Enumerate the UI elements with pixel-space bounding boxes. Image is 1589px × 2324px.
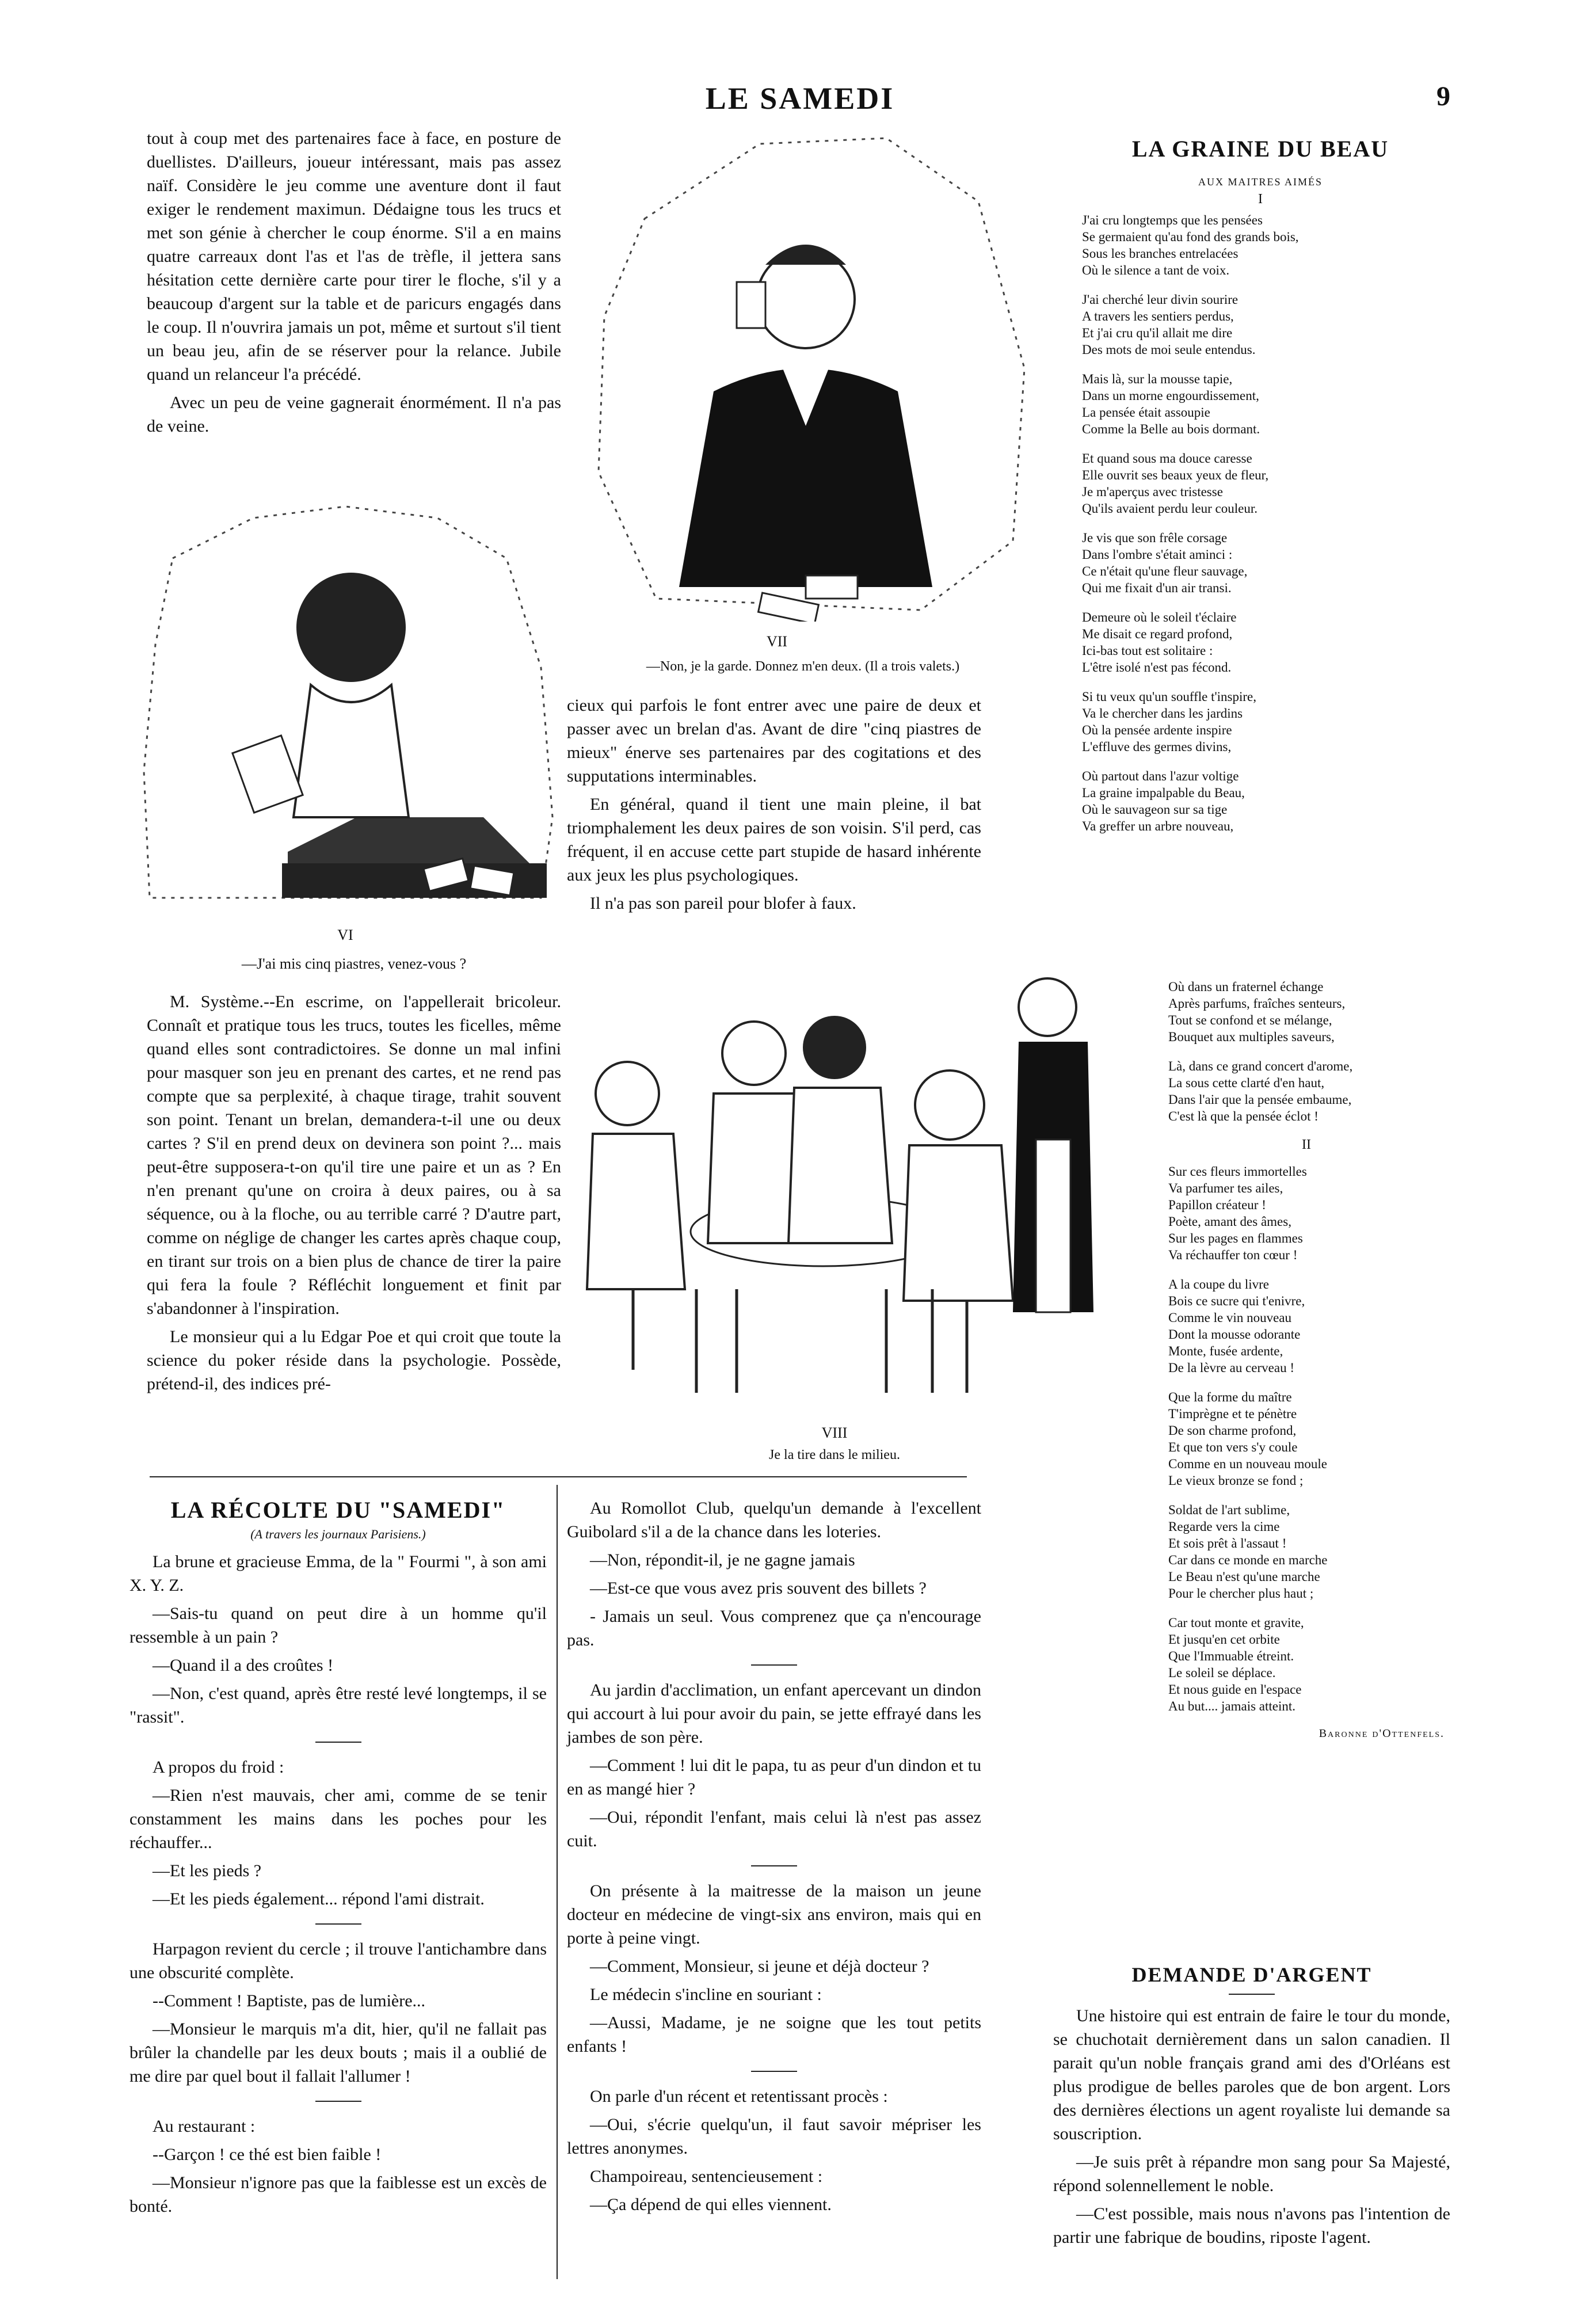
paragraph: - Jamais un seul. Vous comprenez que ça n'encourage pas. [567,1607,981,1649]
card-table-illustration [564,967,1105,1410]
paragraph: —Comment ! lui dit le papa, tu as peur d'un dindon et tu en as mangé hier ? [567,1756,981,1799]
paragraph: —Je suis prêt à répandre mon sang pour Sa Majesté, répond solennellement le noble. [1053,2152,1450,2195]
poem-stanza: Que la forme du maître T'imprègne et te pénètre De son charme profond, Et que ton vers s'y coule Comme en un nouveau moule Le vieux bronze se fond ; [1168,1390,1327,1488]
paragraph: Au Romollot Club, quelqu'un demande à l'excellent Guibolard s'il a de la chance dans les loteries. [567,1499,981,1541]
column-2-text [567,694,981,920]
title-underline [1229,1994,1275,1995]
paragraph: —Oui, répondit l'enfant, mais celui là n'est pas assez cuit. [567,1808,981,1850]
paragraph: Au restaurant : [153,2117,256,2136]
illustration-vii [576,127,1047,622]
paragraph: —Non, répondit-il, je ne gagne jamais [590,1550,855,1569]
illustration-viii [564,967,1105,1410]
column-1-top [147,127,561,443]
paragraph: —Quand il a des croûtes ! [153,1656,334,1675]
demande-title: DEMANDE D'ARGENT [1131,1963,1372,1986]
paragraph: La brune et gracieuse Emma, de la " Fourmi ", à son ami X. Y. Z. [129,1552,547,1595]
poem-stanza: Où dans un fraternel échange Après parfums, fraîches senteurs, Tout se confond et se mélange, Bouquet aux multiples saveurs, [1168,980,1346,1044]
poem-stanza: Je vis que son frêle corsage Dans l'ombre s'était aminci : Ce n'était qu'une fleur sauvage, Qui me fixait d'un air transi. [1082,531,1248,595]
paragraph: A propos du froid : [153,1758,284,1777]
paragraph: —C'est possible, mais nous n'avons pas l'intention de partir une fabrique de boudins, riposte l'agent. [1053,2204,1450,2247]
poem-stanza: Demeure où le soleil t'éclaire Me disait ce regard profond, Ici-bas tout est solitaire : L'être isolé n'est pas fécond. [1082,610,1237,675]
anecdote-separator [751,1865,797,1866]
demande-section [1053,1963,1450,2254]
paragraph: —Et les pieds également... répond l'ami distrait. [153,1889,485,1908]
section-divider [150,1476,967,1477]
paragraph: Le monsieur qui a lu Edgar Poe et qui croit que toute la science du poker réside dans la psychologie. Possède, prétend-il, des indices pré- [147,1327,561,1393]
journal-title: LE SAMEDI [705,81,895,116]
paragraph: En général, quand il tient une main pleine, il bat triomphalement les deux paires de son voisin. S'il perd, cas fréquent, il en accuse cette part stupide de hasard inhérente aux jeux les plus psychologiques. [567,795,981,885]
paragraph: Une histoire qui est entrain de faire le tour du monde, se chuchotait dernièrement dans un salon canadien. Il parait qu'un noble français grand ami des d'Orléans est plus prodigue de belles paroles que de bon argent. Lors des dernières élections un agent royaliste lui demande sa souscription. [1053,2006,1450,2143]
anecdote-separator [315,1923,361,1925]
anecdote [129,1937,547,2088]
page-number: 9 [1436,81,1450,112]
poem-stanza: Là, dans ce grand concert d'arome, La sous cette clarté d'en haut, Dans l'air que la pensée embaume, C'est là que la pensée éclot ! [1168,1059,1353,1123]
paragraph: Le médecin s'incline en souriant : [590,1985,822,2004]
recolte-subtitle: (A travers les journaux Parisiens.) [250,1527,426,1541]
figure-viii-caption: Je la tire dans le milieu. [769,1447,900,1462]
paragraph: --Garçon ! ce thé est bien faible ! [153,2145,382,2164]
figure-vi-caption: —J'ai mis cinq piastres, venez-vous ? [241,955,467,972]
poem-signature: Baronne d'Ottenfels. [1319,1727,1445,1740]
poem-column-top [1082,135,1439,847]
poem-stanza: J'ai cru longtemps que les pensées Se germaient qu'au fond des grands bois, Sous les branches entrelacées Où le silence a tant de voix. [1082,213,1299,277]
column-divider [557,1485,558,2279]
poem-column-bottom [1168,978,1445,1740]
poem-dedication: AUX MAITRES AIMÉS [1198,176,1323,188]
anecdote-separator [315,2101,361,2102]
paragraph: On parle d'un récent et retentissant procès : [590,2087,888,2106]
anecdote [129,2115,547,2218]
poem-stanza: J'ai cherché leur divin sourire A travers les sentiers perdus, Et j'ai cru qu'il allait me dire Des mots de moi seule entendus. [1082,292,1256,357]
anecdote-separator [751,1664,797,1666]
poem-stanza: Soldat de l'art sublime, Regarde vers la cime Et sois prêt à l'assaut ! Car dans ce monde en marche Le Beau n'est qu'une marche Pour le chercher plus haut ; [1168,1503,1328,1601]
poem-stanza: Si tu veux qu'un souffle t'inspire, Va le chercher dans les jardins Où la pensée ardente inspire L'effluve des germes divins, [1082,689,1257,754]
poker-player-illustration [138,495,564,915]
paragraph: Il n'a pas son pareil pour blofer à faux. [590,894,856,913]
poem-stanza: Et quand sous ma douce caresse Elle ouvrit ses beaux yeux de fleur, Je m'aperçus avec tristesse Qu'ils avaient perdu leur couleur. [1082,451,1269,516]
paragraph: On présente à la maitresse de la maison un jeune docteur en médecine de vingt-six ans environ, mais qui en porte à peine vingt. [567,1881,981,1948]
page-header [0,81,1589,121]
poem-stanza: A la coupe du livre Bois ce sucre qui t'enivre, Comme le vin nouveau Dont la mousse odorante Monte, fusée ardente, De la lèvre au cerveau ! [1168,1277,1305,1375]
paragraph: Avec un peu de veine gagnerait énormément. Il n'a pas de veine. [147,393,561,436]
paragraph: —Aussi, Madame, je ne soigne que les tout petits enfants ! [567,2013,981,2056]
paragraph: —Est-ce que vous avez pris souvent des billets ? [590,1579,927,1598]
poem-stanza: Où partout dans l'azur voltige La graine impalpable du Beau, Où le sauvageon sur sa tige Va greffer un arbre nouveau, [1082,769,1245,833]
paragraph: —Sais-tu quand on peut dire à un homme qu'il ressemble à un pain ? [129,1604,547,1647]
recolte-title: LA RÉCOLTE DU "SAMEDI" [170,1497,506,1523]
poem-part-number: II [1302,1137,1311,1152]
column-1-bottom [147,990,561,1400]
poem-stanza: Mais là, sur la mousse tapie, Dans un morne engourdissement, La pensée était assoupie Comme la Belle au bois dormant. [1082,372,1260,436]
illustration-vi [138,495,564,915]
anecdote [567,1879,981,2058]
poem-stanza: Sur ces fleurs immortelles Va parfumer tes ailes, Papillon créateur ! Poète, amant des âmes, Sur les pages en flammes Va réchauffer ton cœur ! [1168,1164,1307,1262]
paragraph: —Oui, s'écrie quelqu'un, il faut savoir mépriser les lettres anonymes. [567,2115,981,2158]
paragraph: Harpagon revient du cercle ; il trouve l'antichambre dans une obscurité complète. [129,1940,547,1982]
poem-stanza: Car tout monte et gravite, Et jusqu'en cet orbite Que l'Immuable étreint. Le soleil se déplace. Et nous guide en l'espace Au but.... jamais atteint. [1168,1616,1304,1713]
recolte-left-column [129,1496,547,2223]
anecdote [567,1678,981,1853]
paragraph: —Monsieur le marquis m'a dit, hier, qu'il ne fallait pas brûler la chandelle par les deux bouts ; mais il a oublié de me dire par quel bout il fallait l'allumer ! [129,2020,547,2086]
paragraph: —Ça dépend de qui elles viennent. [590,2195,832,2214]
anecdote [567,2085,981,2216]
figure-vii-label: VII [766,633,788,650]
anecdote-separator [315,1742,361,1743]
paragraph: —Comment, Monsieur, si jeune et déjà docteur ? [590,1957,929,1976]
recolte-right-column [567,1496,981,2221]
figure-vii-caption: —Non, je la garde. Donnez m'en deux. (Il a trois valets.) [646,659,960,674]
paragraph: cieux qui parfois le font entrer avec une paire de deux et passer avec un brelan d'as. Avant de dire "cinq piastres de mieux" énerve ses partenaires par des cogitations et des supputations interminables. [567,696,981,786]
paragraph: —Rien n'est mauvais, cher ami, comme de se tenir constamment les mains dans les poches pour les réchauffer... [129,1786,547,1852]
paragraph: M. Système.--En escrime, on l'appellerait bricoleur. Connaît et pratique tous les trucs, toutes les ficelles, même quand elles sont contradictoires. Se donne un mal infini pour masquer son jeu en prenant des cartes, et ne rend pas compte que sa perplexité, à chaque tirage, trahit souvent son point. Tenant un brelan, demandera-t-il une ou deux cartes ? S'il en prend deux on devinera son point ?... mais peut-être supposera-t-on qu'il tire une paire et un as ? En n'en prenant qu'une on croira à deux paires, ou à sa séquence, ou à la floche, ou au terrible carré ? D'autre part, comme on néglige de changer les cartes après chaque coup, en tirant sur trois on a bien plus de chance de tirer la paire qui fera la foule ? Réfléchit longuement et finit par s'abandonner à l'inspiration. [147,992,561,1318]
anecdote-separator [751,2071,797,2072]
paragraph: —Et les pieds ? [153,1861,262,1880]
paragraph: Champoireau, sentencieusement : [590,2167,823,2186]
man-with-card-illustration [576,127,1047,622]
paragraph: --Comment ! Baptiste, pas de lumière... [153,1991,426,2010]
paragraph: tout à coup met des partenaires face à face, en posture de duellistes. D'ailleurs, joueur intéressant, mais pas assez naïf. Considère le jeu comme une aventure dont il faut exiger le rendement maximun. Dédaigne tous les trucs et met son génie à chercher le coup énorme. S'il a en mains quatre carreaux dont l'as et l'as de trèfle, il jettera sans hésitation cette dernière carte pour tirer le floche, s'il y a beaucoup d'argent sur la table et de paricurs engagés dans le coup. Il n'ouvrira jamais un pot, même et surtout s'il tient un beau jeu, afin de se réserver pour la relance. Jubile quand un relanceur l'a précédé. [147,129,561,384]
anecdote [129,1550,547,1729]
paragraph: Au jardin d'acclimation, un enfant apercevant un dindon qui accourt à lui pour avoir du pain, se jette effrayé dans les jambes de son père. [567,1681,981,1747]
poem-title: LA GRAINE DU BEAU [1131,136,1389,162]
figure-viii-label: VIII [821,1424,848,1441]
anecdote [129,1755,547,1911]
paragraph: —Monsieur n'ignore pas que la faiblesse est un excès de bonté. [129,2173,547,2216]
poem-part-number: I [1258,192,1263,207]
anecdote [567,1496,981,1652]
paragraph: —Non, c'est quand, après être resté levé longtemps, il se "rassit". [129,1684,547,1727]
figure-vi-label: VI [337,927,353,943]
